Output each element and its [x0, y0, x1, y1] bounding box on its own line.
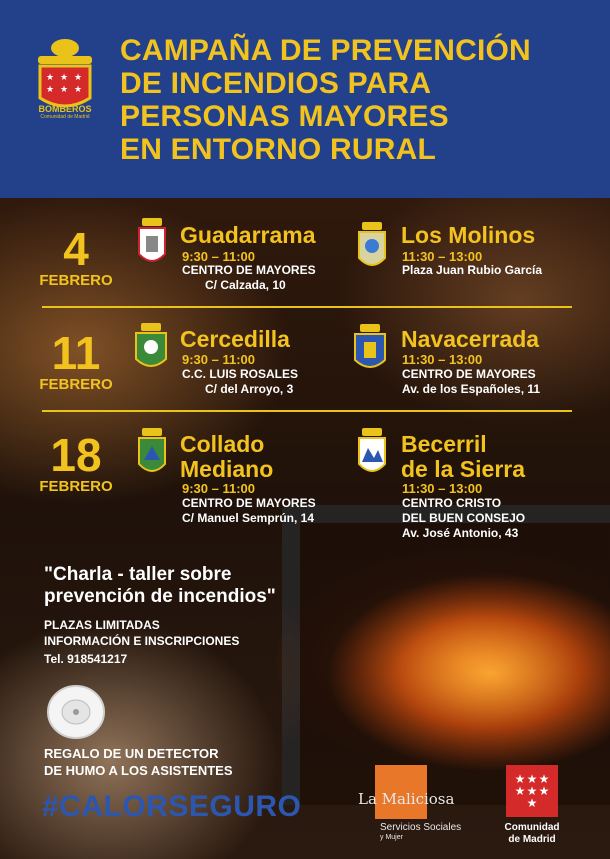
- comunidad-line: de Madrid: [508, 834, 556, 845]
- lamaliciosa-logo-name: La Maliciosa: [358, 790, 455, 808]
- svg-text:★: ★: [46, 85, 55, 95]
- bomberos-logo-sub: Comunidad de Madrid: [40, 114, 90, 120]
- event-address: Av. José Antonio, 43: [402, 526, 519, 540]
- svg-text:★: ★: [74, 73, 83, 83]
- bomberos-logo-label: BOMBEROS: [38, 104, 92, 114]
- event-town: Becerril: [401, 431, 487, 457]
- comunidad-madrid-flag-icon: ★ ★ ★ ★ ★ ★ ★: [506, 765, 558, 817]
- gift-notice: [44, 745, 233, 779]
- event-town: Cercedilla: [180, 326, 290, 352]
- section-divider: [42, 306, 572, 308]
- event-address: C/ del Arroyo, 3: [205, 382, 294, 396]
- event-time: 11:30 – 13:00: [402, 249, 483, 264]
- event-place: Plaza Juan Rubio García: [402, 263, 543, 277]
- talk-line: prevención de incendios": [44, 586, 276, 607]
- smoke-detector-icon: [44, 680, 108, 744]
- event-time: 9:30 – 11:00: [182, 481, 256, 496]
- talk-title: [44, 564, 276, 608]
- event-place: C.C. LUIS ROSALES: [182, 367, 299, 381]
- event-town: de la Sierra: [401, 456, 526, 482]
- event-town: Guadarrama: [180, 222, 316, 248]
- lamaliciosa-services-2: y Mujer: [380, 834, 403, 841]
- guadarrama-crest-icon: [136, 218, 168, 270]
- event-address: C/ Manuel Semprún, 14: [182, 511, 315, 525]
- event-place: CENTRO DE MAYORES: [182, 263, 316, 277]
- event-address: C/ Calzada, 10: [205, 278, 286, 292]
- title-line: EN ENTORNO RURAL: [120, 133, 436, 166]
- date-day: 11: [51, 327, 101, 379]
- event-time: 11:30 – 13:00: [402, 481, 483, 496]
- navacerrada-crest-icon: [350, 324, 390, 376]
- section-divider: [42, 410, 572, 412]
- date-day: 18: [50, 429, 102, 481]
- comunidad-line: Comunidad: [504, 822, 560, 833]
- campaign-title: [120, 34, 590, 166]
- svg-text:★: ★: [60, 73, 69, 83]
- collado-mediano-crest-icon: [136, 428, 168, 480]
- event-place: CENTRO DE MAYORES: [182, 496, 316, 510]
- event-town: Mediano: [180, 456, 274, 482]
- info-label: INFORMACIÓN E INSCRIPCIONES: [44, 634, 240, 648]
- svg-text:★: ★: [46, 73, 55, 83]
- title-line: PERSONAS MAYORES: [120, 100, 449, 133]
- comunidad-madrid-label: [496, 822, 568, 846]
- event-time: 11:30 – 13:00: [402, 352, 483, 367]
- svg-text:★: ★: [74, 85, 83, 95]
- date-day: 4: [63, 223, 89, 275]
- limited-places-label: PLAZAS LIMITADAS: [44, 618, 160, 632]
- svg-text:★: ★: [60, 85, 69, 95]
- date-month: FEBRERO: [39, 376, 113, 393]
- date-month: FEBRERO: [39, 272, 113, 289]
- event-town: Collado: [180, 431, 265, 457]
- header-banner: [0, 0, 610, 198]
- event-place: CENTRO CRISTO: [402, 496, 502, 510]
- phone-number: Tel. 918541217: [44, 652, 128, 666]
- event-town: Los Molinos: [401, 222, 536, 248]
- event-place: CENTRO DE MAYORES: [402, 367, 536, 381]
- talk-line: "Charla - taller sobre: [44, 564, 232, 585]
- lamaliciosa-services: Servicios Sociales: [380, 822, 462, 833]
- title-line: DE INCENDIOS PARA: [120, 67, 432, 100]
- title-line: CAMPAÑA DE PREVENCIÓN: [120, 34, 531, 67]
- event-time: 9:30 – 11:00: [182, 352, 256, 367]
- event-address: Av. de los Españoles, 11: [402, 382, 541, 396]
- event-town: Navacerrada: [401, 326, 540, 352]
- becerril-crest-icon: [356, 428, 388, 480]
- cercedilla-crest-icon: [132, 323, 170, 375]
- stove-fire-image: [282, 505, 610, 805]
- gift-line: REGALO DE UN DETECTOR: [44, 746, 219, 761]
- event-time: 9:30 – 11:00: [182, 249, 256, 264]
- gift-line: DE HUMO A LOS ASISTENTES: [44, 763, 233, 778]
- los-molinos-crest-icon: [356, 222, 388, 274]
- hashtag: #CALORSEGURO: [42, 790, 302, 823]
- date-month: FEBRERO: [39, 478, 113, 495]
- event-place: DEL BUEN CONSEJO: [402, 511, 526, 525]
